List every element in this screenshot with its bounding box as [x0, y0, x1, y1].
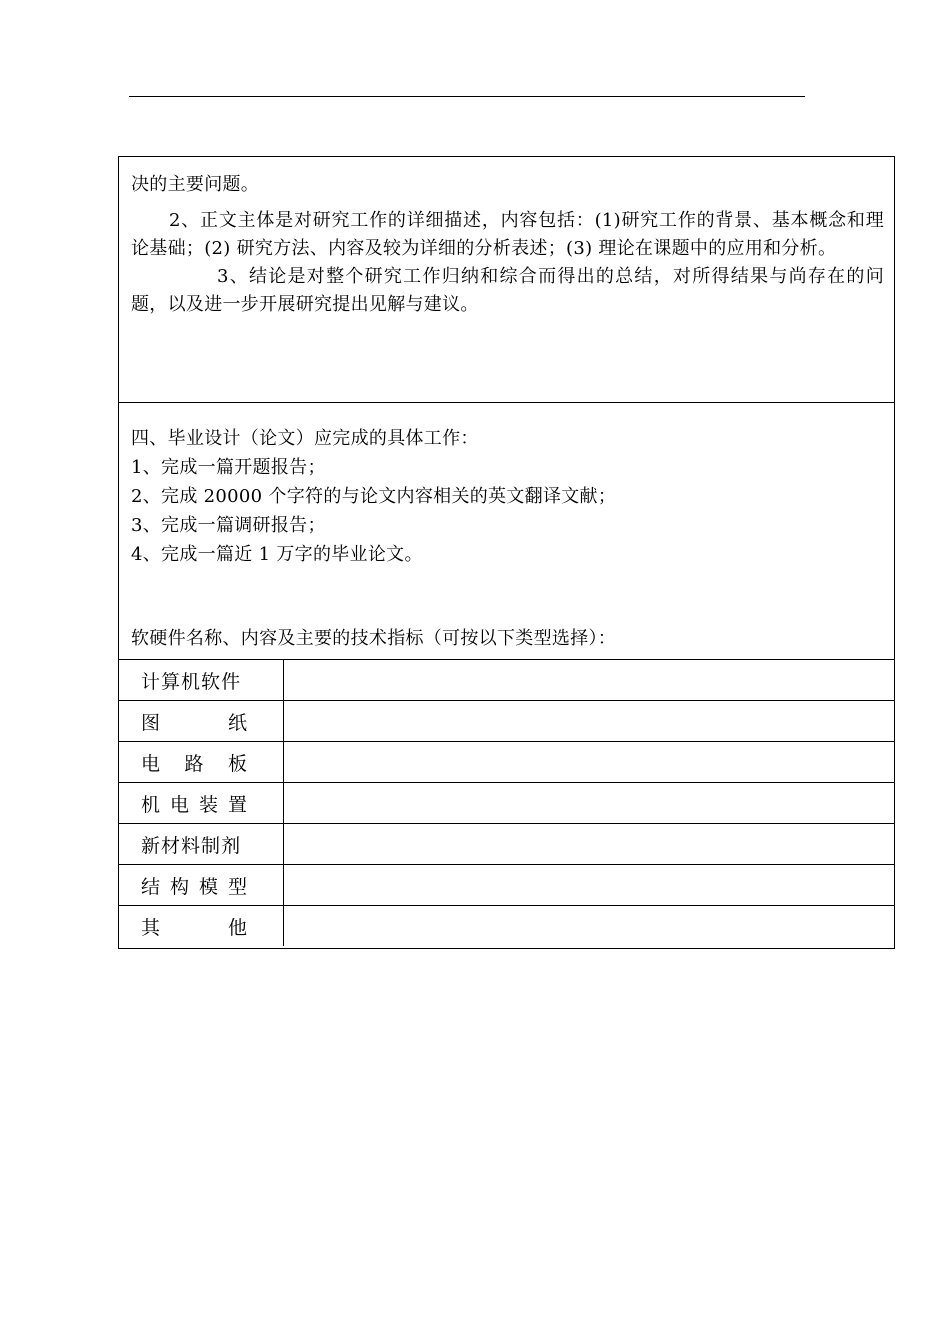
table-row — [119, 906, 894, 947]
spec-name-char: 件 — [221, 670, 242, 693]
spec-name-circuit-board — [141, 749, 247, 776]
section-three-item-3: 3、结论是对整个研究工作归纳和综合而得出的总结，对所得结果与尚存在的问题，以及进一步开展研究提出见解与建议。 — [131, 266, 884, 315]
section-three-item-2: 2、正文主体是对研究工作的详细描述，内容包括：(1)研究工作的背景、基本概念和理论基础；(2) 研究方法、内容及较为详细的分析表述；(3) 理论在课题中的应用和分析。 — [131, 210, 884, 259]
spec-name-char: 料 — [181, 834, 202, 857]
task-item: 2、完成 20000 个字符的与论文内容相关的英文翻译文献； — [131, 486, 617, 507]
spec-value-other[interactable] — [284, 906, 895, 947]
form-table — [118, 156, 895, 949]
spec-name-software — [141, 667, 247, 694]
table-row — [119, 742, 894, 783]
spec-name-char: 模 — [198, 875, 218, 898]
spec-name-cell — [119, 660, 284, 701]
spec-value-electromechanical[interactable] — [284, 783, 895, 824]
spec-value-circuit-board[interactable] — [284, 742, 895, 783]
spec-name-char: 其 — [141, 916, 161, 939]
section-three-content — [119, 157, 894, 403]
spec-name-char: 结 — [141, 875, 161, 898]
spec-name-char: 型 — [227, 875, 247, 898]
spec-name-cell — [119, 906, 284, 947]
spec-name-char: 置 — [227, 793, 247, 816]
spec-name-char: 计 — [141, 670, 162, 693]
spec-name-char: 机 — [181, 670, 202, 693]
spec-value-new-materials[interactable] — [284, 824, 895, 865]
table-row — [119, 660, 894, 701]
spec-name-cell — [119, 824, 284, 865]
spec-name-cell — [119, 783, 284, 824]
table-row — [119, 701, 894, 742]
spec-name-cell — [119, 742, 284, 783]
spec-name-char: 软 — [201, 670, 222, 693]
header-rule — [129, 96, 805, 97]
spec-value-drawings[interactable] — [284, 701, 895, 742]
spec-name-char: 构 — [169, 875, 189, 898]
spec-name-char: 剂 — [221, 834, 242, 857]
spec-name-char: 图 — [141, 711, 161, 734]
spec-name-char: 板 — [227, 752, 247, 775]
task-item: 3、完成一篇调研报告； — [131, 515, 326, 536]
spec-name-drawings — [141, 708, 247, 735]
spec-name-char: 电 — [169, 793, 189, 816]
spec-name-new-materials — [141, 831, 247, 858]
spec-table-label: 软硬件名称、内容及主要的技术指标（可按以下类型选择）： — [131, 628, 617, 649]
spec-name-char: 新 — [141, 834, 162, 857]
spec-name-cell — [119, 865, 284, 906]
spec-name-char: 制 — [201, 834, 222, 857]
spec-table — [119, 659, 894, 946]
spec-name-char: 装 — [198, 793, 218, 816]
spec-name-char: 他 — [227, 916, 247, 939]
table-row — [119, 865, 894, 906]
table-row — [119, 783, 894, 824]
spec-name-char: 电 — [141, 752, 161, 775]
section-three-continuation: 决的主要问题。 — [131, 174, 260, 195]
spec-name-char: 算 — [161, 670, 182, 693]
spec-name-other — [141, 913, 247, 940]
task-item: 1、完成一篇开题报告； — [131, 457, 326, 478]
spec-name-cell — [119, 701, 284, 742]
spec-value-software[interactable] — [284, 660, 895, 701]
spec-name-electromechanical — [141, 790, 247, 817]
spec-name-char: 材 — [161, 834, 182, 857]
spec-name-structural-model — [141, 872, 247, 899]
spec-name-char: 路 — [184, 752, 204, 775]
section-four-content — [119, 404, 894, 659]
spec-value-structural-model[interactable] — [284, 865, 895, 906]
spec-name-char: 机 — [141, 793, 161, 816]
table-row — [119, 824, 894, 865]
task-item: 4、完成一篇近 1 万字的毕业论文。 — [131, 544, 423, 565]
section-four-heading: 四、毕业设计（论文）应完成的具体工作： — [131, 428, 479, 449]
spec-name-char: 纸 — [227, 711, 247, 734]
